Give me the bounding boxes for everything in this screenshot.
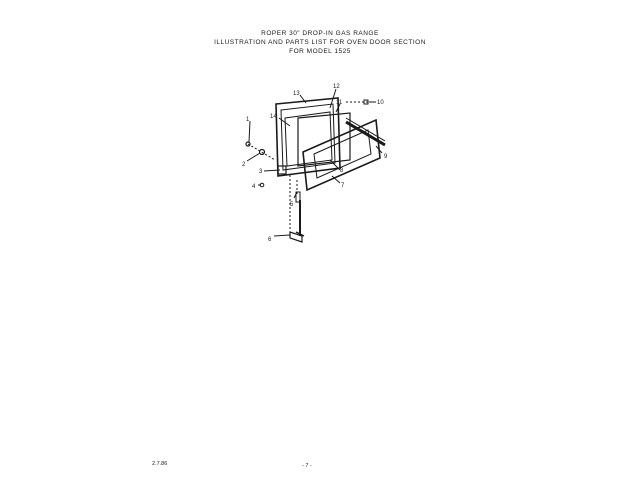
callout-10: 10 [377, 100, 384, 106]
callout-4: 4 [252, 184, 256, 190]
callout-12: 12 [333, 84, 340, 90]
callout-14: 14 [270, 114, 277, 120]
callout-9: 9 [384, 154, 388, 160]
callout-2: 2 [242, 162, 246, 168]
callout-6: 6 [268, 237, 272, 243]
door-liner [285, 112, 332, 166]
callout-5: 5 [290, 202, 294, 208]
diagram-title: ROPER 30" DROP-IN GAS RANGE [261, 30, 379, 37]
callout-11: 11 [336, 100, 343, 106]
page-number: - 7 - [302, 463, 312, 469]
diagram-subtitle: ILLUSTRATION AND PARTS LIST FOR OVEN DOOR SECTION [214, 39, 426, 46]
callout-8: 8 [340, 168, 344, 174]
rear-door-panel-inner [281, 104, 335, 170]
model-line: FOR MODEL 1525 [289, 48, 351, 55]
footer-date: 2.7.86 [152, 461, 168, 467]
callout-7: 7 [341, 183, 345, 189]
callout-13: 13 [293, 91, 300, 97]
glass-panel [298, 113, 350, 166]
callout-3: 3 [259, 169, 263, 175]
callout-1: 1 [246, 117, 250, 123]
